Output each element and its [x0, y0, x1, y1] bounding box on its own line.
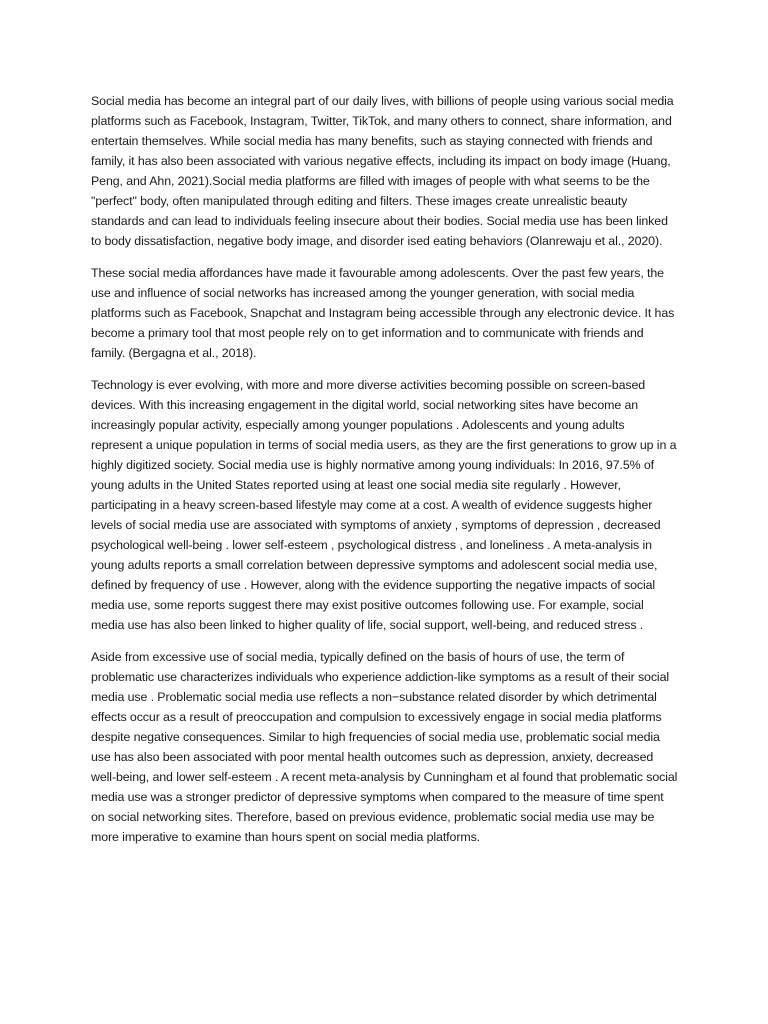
document-body: [91, 91, 679, 859]
paragraph-3: Technology is ever evolving, with more and more diverse activities becoming possible on screen-based devices. With this increasing engagement in the digital world, social networking sites have become an increasingly popular activity, especially among younger populations . Adolescents and young adults represent a unique population in terms of social media users, as they are the first generations to grow up in a highly digitized society. Social media use is highly normative among young individuals: In 2016, 97.5% of young adults in the United States reported using at least one social media site regularly . However, participating in a heavy screen-based lifestyle may come at a cost. A wealth of evidence suggests higher levels of social media use are associated with symptoms of anxiety , symptoms of depression , decreased psychological well-being . lower self-esteem , psychological distress , and loneliness . A meta-analysis in young adults reports a small correlation between depressive symptoms and adolescent social media use, defined by frequency of use . However, along with the evidence supporting the negative impacts of social media use, some reports suggest there may exist positive outcomes following use. For example, social media use has also been linked to higher quality of life, social support, well-being, and reduced stress .: [91, 378, 677, 632]
paragraph-4: Aside from excessive use of social media, typically defined on the basis of hours of use, the term of problematic use characterizes individuals who experience addiction-like symptoms as a result of their social media use . Problematic social media use reflects a non−substance related disorder by which detrimental effects occur as a result of preoccupation and compulsion to excessively engage in social media platforms despite negative consequences. Similar to high frequencies of social media use, problematic social media use has also been associated with poor mental health outcomes such as depression, anxiety, decreased well-being, and lower self-esteem . A recent meta-analysis by Cunningham et al found that problematic social media use was a stronger predictor of depressive symptoms when compared to the measure of time spent on social networking sites. Therefore, based on previous evidence, problematic social media use may be more imperative to examine than hours spent on social media platforms.: [91, 650, 678, 844]
paragraph-1: Social media has become an integral part of our daily lives, with billions of people using various social media platforms such as Facebook, Instagram, Twitter, TikTok, and many others to connect, share information, and entertain themselves. While social media has many benefits, such as staying connected with friends and family, it has also been associated with various negative effects, including its impact on body image (Huang, Peng, and Ahn, 2021).Social media platforms are filled with images of people with what seems to be the "perfect" body, often manipulated through editing and filters. These images create unrealistic beauty standards and can lead to individuals feeling insecure about their bodies. Social media use has been linked to body dissatisfaction, negative body image, and disorder ised eating behaviors (Olanrewaju et al., 2020).: [91, 94, 674, 248]
paragraph-2: These social media affordances have made it favourable among adolescents. Over the past few years, the use and influence of social networks has increased among the younger generation, with social media platforms such as Facebook, Snapchat and Instagram being accessible through any electronic device. It has become a primary tool that most people rely on to get information and to communicate with friends and family. (Bergagna et al., 2018).: [91, 266, 675, 360]
